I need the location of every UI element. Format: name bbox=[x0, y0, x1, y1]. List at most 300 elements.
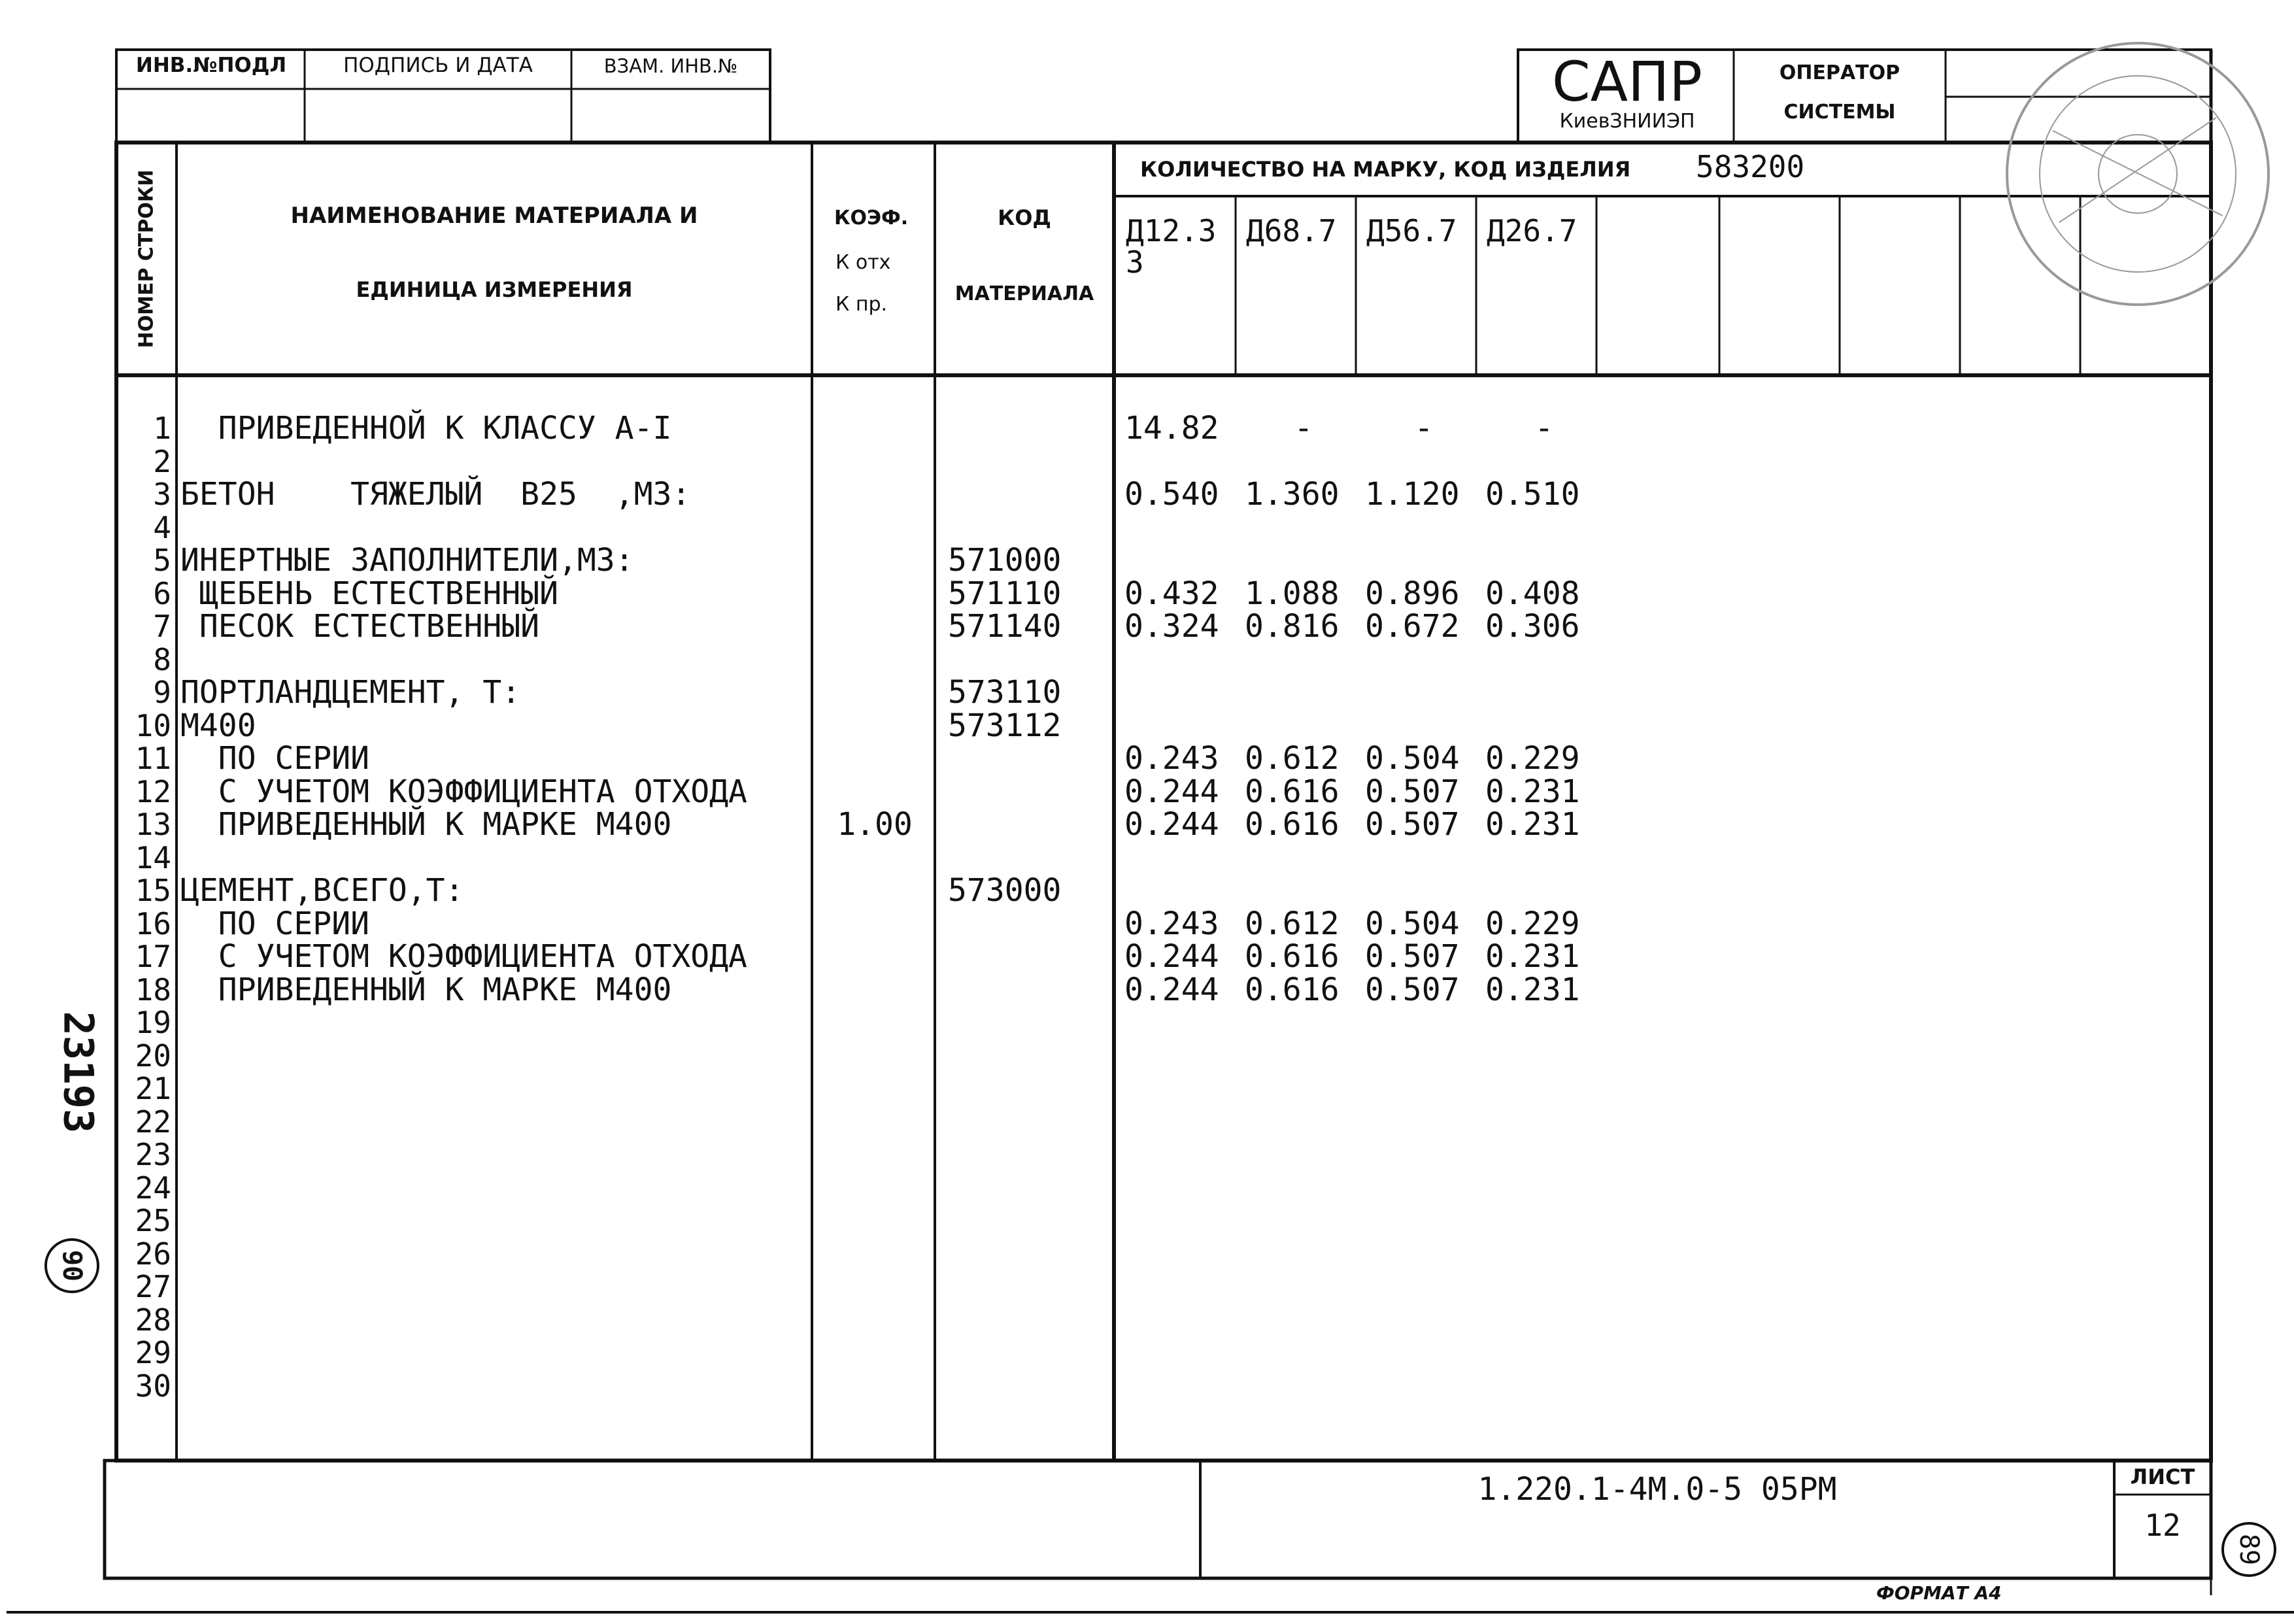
quantity-value: 0.229 bbox=[1485, 740, 1580, 777]
quantity-value bbox=[1485, 709, 1603, 743]
sapr-logo: САПР bbox=[1552, 50, 1702, 114]
material-name: ПРИВЕДЕННЫЙ К МАРКЕ М400 bbox=[180, 971, 672, 1008]
mark-1-wrap: 3 bbox=[1126, 245, 1144, 280]
coefficient bbox=[817, 1238, 932, 1271]
quantity-value: 0.507 bbox=[1365, 971, 1460, 1008]
coefficient bbox=[817, 1336, 932, 1370]
quantity-value bbox=[1485, 1072, 1603, 1106]
table-row bbox=[0, 808, 2294, 841]
quantity-value bbox=[1245, 643, 1362, 677]
quantity-value bbox=[1245, 709, 1362, 743]
material-code bbox=[948, 1106, 1105, 1139]
table-row bbox=[0, 676, 2294, 709]
inv-podl-label: ИНВ.№ПОДЛ bbox=[135, 54, 287, 77]
quantity-value bbox=[1245, 874, 1362, 907]
material-code: 571110 bbox=[948, 575, 1062, 612]
quantity-value: 0.432 bbox=[1124, 575, 1219, 612]
quantity-value bbox=[1245, 841, 1362, 875]
coefficient bbox=[817, 1138, 932, 1172]
material-name: ПО СЕРИИ bbox=[180, 740, 369, 777]
material-code bbox=[948, 973, 1105, 1007]
quantity-header: КОЛИЧЕСТВО НА МАРКУ, КОД ИЗДЕЛИЯ bbox=[1140, 157, 1631, 182]
material-code bbox=[948, 1238, 1105, 1271]
quantity-value bbox=[1485, 1270, 1603, 1304]
table-row bbox=[0, 412, 2294, 445]
quantity-value: 0.231 bbox=[1485, 773, 1580, 810]
table-row bbox=[0, 1006, 2294, 1040]
table-row bbox=[0, 973, 2294, 1007]
table-row bbox=[0, 511, 2294, 545]
quantity-value: 0.616 bbox=[1245, 938, 1340, 975]
coefficient bbox=[817, 478, 932, 511]
row-number: 20 bbox=[135, 1038, 171, 1074]
quantity-value bbox=[1365, 1238, 1483, 1271]
material-name: ПО СЕРИИ bbox=[180, 905, 369, 942]
row-number: 10 bbox=[135, 707, 171, 743]
material-code bbox=[948, 841, 1105, 875]
quantity-value bbox=[1245, 1304, 1362, 1337]
quantity-value bbox=[1365, 445, 1483, 479]
quantity-value: 0.244 bbox=[1124, 971, 1219, 1008]
row-number: 13 bbox=[135, 807, 171, 842]
quantity-value bbox=[1245, 1370, 1362, 1403]
quantity-value bbox=[1365, 511, 1483, 545]
quantity-value: 0.816 bbox=[1245, 608, 1340, 645]
coefficient bbox=[817, 577, 932, 611]
row-number: 30 bbox=[135, 1368, 171, 1404]
material-name: ПОРТЛАНДЦЕМЕНТ, Т: bbox=[180, 674, 521, 711]
quantity-value bbox=[1365, 676, 1483, 709]
row-number: 14 bbox=[135, 839, 171, 875]
quantity-value bbox=[1485, 1138, 1603, 1172]
quantity-value bbox=[1124, 1106, 1242, 1139]
operator-label-line1: ОПЕРАТОР bbox=[1779, 61, 1900, 84]
quantity-value bbox=[1365, 1270, 1483, 1304]
material-name: С УЧЕТОМ КОЭФФИЦИЕНТА ОТХОДА bbox=[180, 773, 747, 810]
material-code: 573000 bbox=[948, 872, 1062, 909]
row-number: 24 bbox=[135, 1170, 171, 1206]
material-code bbox=[948, 775, 1105, 809]
circle-number-right: 89 bbox=[2234, 1533, 2264, 1566]
material-name bbox=[180, 841, 808, 875]
quantity-value: 0.672 bbox=[1365, 608, 1460, 645]
row-number: 5 bbox=[153, 543, 171, 578]
quantity-value: 1.120 bbox=[1365, 476, 1460, 513]
quantity-value bbox=[1245, 1138, 1362, 1172]
coefficient bbox=[817, 676, 932, 709]
coefficient bbox=[817, 511, 932, 545]
material-name bbox=[180, 1204, 808, 1238]
material-name bbox=[180, 1238, 808, 1271]
material-code bbox=[948, 1040, 1105, 1073]
coefficient bbox=[817, 445, 932, 479]
quantity-value bbox=[1124, 1204, 1242, 1238]
quantity-value bbox=[1124, 841, 1242, 875]
coef-header-line3: К пр. bbox=[835, 293, 888, 316]
quantity-value bbox=[1124, 1270, 1242, 1304]
material-name bbox=[180, 1336, 808, 1370]
material-name: ПЕСОК ЕСТЕСТВЕННЫЙ bbox=[180, 608, 540, 645]
quantity-value bbox=[1124, 1304, 1242, 1337]
material-name: М400 bbox=[180, 707, 256, 744]
quantity-value bbox=[1245, 1072, 1362, 1106]
quantity-value: 0.616 bbox=[1245, 773, 1340, 810]
quantity-value bbox=[1124, 1040, 1242, 1073]
material-name: ИНЕРТНЫЕ ЗАПОЛНИТЕЛИ,М3: bbox=[180, 542, 634, 579]
row-number: 11 bbox=[135, 741, 171, 776]
code-header-line1: КОД bbox=[998, 205, 1051, 230]
coefficient bbox=[817, 907, 932, 941]
quantity-value bbox=[1124, 643, 1242, 677]
row-number: 25 bbox=[135, 1203, 171, 1238]
coefficient bbox=[817, 775, 932, 809]
table-row bbox=[0, 1204, 2294, 1238]
quantity-value: 0.408 bbox=[1485, 575, 1580, 612]
quantity-value: - bbox=[1294, 410, 1313, 447]
table-row bbox=[0, 940, 2294, 973]
quantity-value bbox=[1485, 1370, 1603, 1403]
table-row bbox=[0, 1336, 2294, 1370]
quantity-value: 0.231 bbox=[1485, 938, 1580, 975]
quantity-value bbox=[1485, 445, 1603, 479]
table-row bbox=[0, 1040, 2294, 1073]
quantity-value bbox=[1124, 1336, 1242, 1370]
quantity-value: 14.82 bbox=[1124, 410, 1219, 447]
quantity-value bbox=[1124, 544, 1242, 577]
quantity-value bbox=[1365, 1006, 1483, 1040]
material-name bbox=[180, 1370, 808, 1403]
row-number: 4 bbox=[153, 509, 171, 545]
material-code bbox=[948, 808, 1105, 841]
organization-name: КиевЗНИИЭП bbox=[1559, 110, 1695, 133]
material-name: С УЧЕТОМ КОЭФФИЦИЕНТА ОТХОДА bbox=[180, 938, 747, 975]
quantity-value bbox=[1365, 874, 1483, 907]
coefficient bbox=[817, 874, 932, 907]
table-row bbox=[0, 1238, 2294, 1271]
table-row bbox=[0, 709, 2294, 743]
quantity-value bbox=[1245, 1204, 1362, 1238]
table-row bbox=[0, 775, 2294, 809]
table-row bbox=[0, 478, 2294, 511]
quantity-value bbox=[1245, 1270, 1362, 1304]
material-name: ПРИВЕДЕННЫЙ К МАРКЕ М400 bbox=[180, 806, 672, 843]
material-code bbox=[948, 907, 1105, 941]
material-name: БЕТОН ТЯЖЕЛЫЙ В25 ,М3: bbox=[180, 476, 691, 513]
material-code bbox=[948, 1304, 1105, 1337]
quantity-value: 0.229 bbox=[1485, 905, 1580, 942]
coefficient bbox=[817, 412, 932, 445]
material-code bbox=[948, 478, 1105, 511]
quantity-value bbox=[1245, 511, 1362, 545]
material-name: ЩЕБЕНЬ ЕСТЕСТВЕННЫЙ bbox=[180, 575, 558, 612]
quantity-value bbox=[1124, 1006, 1242, 1040]
table-row bbox=[0, 1270, 2294, 1304]
quantity-value bbox=[1485, 643, 1603, 677]
quantity-value bbox=[1124, 709, 1242, 743]
table-row bbox=[0, 742, 2294, 775]
coefficient bbox=[817, 940, 932, 973]
row-number: 19 bbox=[135, 1005, 171, 1040]
quantity-value bbox=[1245, 1106, 1362, 1139]
quantity-value: 0.231 bbox=[1485, 971, 1580, 1008]
material-name bbox=[180, 1304, 808, 1337]
coefficient bbox=[817, 742, 932, 775]
row-number: 22 bbox=[135, 1104, 171, 1140]
quantity-value bbox=[1245, 1238, 1362, 1271]
quantity-value: 0.540 bbox=[1124, 476, 1219, 513]
vzam-inv-label: ВЗАМ. ИНВ.№ bbox=[603, 55, 738, 77]
table-row bbox=[0, 1370, 2294, 1403]
mark-1: Д12.3 bbox=[1126, 213, 1217, 248]
row-number: 21 bbox=[135, 1071, 171, 1106]
quantity-value bbox=[1365, 1204, 1483, 1238]
material-code: 573110 bbox=[948, 674, 1062, 711]
material-code bbox=[948, 1138, 1105, 1172]
quantity-value: 1.088 bbox=[1245, 575, 1340, 612]
quantity-value bbox=[1124, 1370, 1242, 1403]
material-code: 571000 bbox=[948, 542, 1062, 579]
quantity-value bbox=[1485, 841, 1603, 875]
sheet-number: 12 bbox=[2144, 1508, 2181, 1543]
material-code bbox=[948, 1336, 1105, 1370]
quantity-value bbox=[1124, 511, 1242, 545]
material-name bbox=[180, 445, 808, 479]
material-code bbox=[948, 1006, 1105, 1040]
quantity-value: 0.616 bbox=[1245, 806, 1340, 843]
quantity-value bbox=[1245, 1040, 1362, 1073]
quantity-value: 0.616 bbox=[1245, 971, 1340, 1008]
quantity-value bbox=[1485, 676, 1603, 709]
quantity-value: - bbox=[1414, 410, 1434, 447]
document-code: 1.220.1-4М.0-5 05РМ bbox=[1477, 1471, 1837, 1508]
quantity-value bbox=[1365, 841, 1483, 875]
quantity-value bbox=[1124, 1238, 1242, 1271]
quantity-value: 0.507 bbox=[1365, 938, 1460, 975]
quantity-value: 0.306 bbox=[1485, 608, 1580, 645]
quantity-value: - bbox=[1534, 410, 1554, 447]
material-name bbox=[180, 643, 808, 677]
coefficient bbox=[817, 1270, 932, 1304]
material-code bbox=[948, 1270, 1105, 1304]
row-number: 18 bbox=[135, 972, 171, 1007]
code-header-line2: МАТЕРИАЛА bbox=[954, 282, 1094, 305]
coefficient bbox=[817, 1106, 932, 1139]
material-name bbox=[180, 1270, 808, 1304]
quantity-value: 0.324 bbox=[1124, 608, 1219, 645]
coefficient bbox=[817, 1040, 932, 1073]
quantity-value bbox=[1365, 1336, 1483, 1370]
row-number: 17 bbox=[135, 939, 171, 974]
mark-4: Д26.7 bbox=[1487, 213, 1577, 248]
material-name bbox=[180, 1040, 808, 1073]
quantity-value bbox=[1485, 1040, 1603, 1073]
material-code bbox=[948, 1072, 1105, 1106]
row-number-header: НОМЕР СТРОКИ bbox=[135, 169, 158, 348]
table-row bbox=[0, 643, 2294, 677]
quantity-value bbox=[1365, 1106, 1483, 1139]
circle-number-left: 90 bbox=[57, 1249, 87, 1282]
material-code bbox=[948, 1172, 1105, 1205]
quantity-value bbox=[1485, 1336, 1603, 1370]
quantity-value: 0.504 bbox=[1365, 740, 1460, 777]
row-number: 8 bbox=[153, 641, 171, 677]
quantity-value: 0.231 bbox=[1485, 806, 1580, 843]
table-row bbox=[0, 874, 2294, 907]
material-code bbox=[948, 1370, 1105, 1403]
coefficient bbox=[817, 1172, 932, 1205]
quantity-value bbox=[1365, 1138, 1483, 1172]
coefficient bbox=[817, 1370, 932, 1403]
coefficient bbox=[817, 841, 932, 875]
material-code: 571140 bbox=[948, 608, 1062, 645]
row-number: 29 bbox=[135, 1335, 171, 1370]
quantity-value bbox=[1124, 1072, 1242, 1106]
table-row bbox=[0, 907, 2294, 941]
quantity-value bbox=[1365, 1072, 1483, 1106]
material-code: 573112 bbox=[948, 707, 1062, 744]
quantity-value bbox=[1485, 1106, 1603, 1139]
table-row bbox=[0, 1304, 2294, 1337]
coefficient: 1.00 bbox=[837, 806, 913, 843]
quantity-value bbox=[1365, 709, 1483, 743]
product-code: 583200 bbox=[1696, 149, 1805, 184]
material-name bbox=[180, 1138, 808, 1172]
quantity-value: 0.504 bbox=[1365, 905, 1460, 942]
table-row bbox=[0, 1072, 2294, 1106]
row-number: 9 bbox=[153, 675, 171, 710]
material-name bbox=[180, 1172, 808, 1205]
row-number: 6 bbox=[153, 575, 171, 611]
quantity-value bbox=[1245, 676, 1362, 709]
quantity-value bbox=[1485, 874, 1603, 907]
material-code bbox=[948, 643, 1105, 677]
quantity-value bbox=[1485, 1238, 1603, 1271]
row-number: 28 bbox=[135, 1302, 171, 1338]
coef-header-line1: КОЭФ. bbox=[834, 207, 909, 229]
material-name bbox=[180, 1072, 808, 1106]
mark-2: Д68.7 bbox=[1246, 213, 1337, 248]
quantity-value bbox=[1124, 1172, 1242, 1205]
coefficient bbox=[817, 1204, 932, 1238]
quantity-value bbox=[1245, 1172, 1362, 1205]
quantity-value bbox=[1365, 643, 1483, 677]
material-code bbox=[948, 511, 1105, 545]
signature-date-label: ПОДПИСЬ И ДАТА bbox=[343, 54, 533, 77]
table-row bbox=[0, 1106, 2294, 1139]
row-number: 23 bbox=[135, 1137, 171, 1172]
material-code bbox=[948, 1204, 1105, 1238]
quantity-value bbox=[1245, 445, 1362, 479]
quantity-value: 0.510 bbox=[1485, 476, 1580, 513]
quantity-value bbox=[1124, 445, 1242, 479]
row-number: 27 bbox=[135, 1269, 171, 1304]
quantity-value: 0.507 bbox=[1365, 806, 1460, 843]
quantity-value bbox=[1485, 511, 1603, 545]
quantity-value bbox=[1485, 1304, 1603, 1337]
quantity-value bbox=[1365, 1172, 1483, 1205]
table-row bbox=[0, 1172, 2294, 1205]
quantity-value bbox=[1365, 1304, 1483, 1337]
sheet-label: ЛИСТ bbox=[2130, 1464, 2195, 1489]
coef-header-line2: К отх bbox=[835, 251, 891, 274]
quantity-value bbox=[1245, 1336, 1362, 1370]
format-label: ФОРМАТ А4 bbox=[1876, 1582, 2002, 1604]
quantity-value: 0.244 bbox=[1124, 806, 1219, 843]
quantity-value: 0.507 bbox=[1365, 773, 1460, 810]
row-number: 1 bbox=[153, 411, 171, 446]
table-row bbox=[0, 841, 2294, 875]
table-row bbox=[0, 544, 2294, 577]
table-row bbox=[0, 445, 2294, 479]
operator-label-line2: СИСТЕМЫ bbox=[1783, 101, 1896, 124]
coefficient bbox=[817, 1304, 932, 1337]
quantity-value bbox=[1124, 874, 1242, 907]
archive-number: 23193 bbox=[54, 1011, 103, 1134]
material-code bbox=[948, 940, 1105, 973]
row-number: 12 bbox=[135, 773, 171, 809]
material-name: ПРИВЕДЕННОЙ К КЛАССУ А-I bbox=[180, 410, 672, 447]
material-name bbox=[180, 1106, 808, 1139]
quantity-value bbox=[1485, 1204, 1603, 1238]
table-row bbox=[0, 1138, 2294, 1172]
quantity-value: 0.244 bbox=[1124, 938, 1219, 975]
table-row bbox=[0, 577, 2294, 611]
table-row bbox=[0, 610, 2294, 643]
row-number: 15 bbox=[135, 873, 171, 908]
material-code bbox=[948, 412, 1105, 445]
quantity-value bbox=[1485, 1172, 1603, 1205]
row-number: 3 bbox=[153, 477, 171, 512]
coefficient bbox=[817, 1006, 932, 1040]
coefficient bbox=[817, 610, 932, 643]
quantity-value: 0.244 bbox=[1124, 773, 1219, 810]
material-name bbox=[180, 511, 808, 545]
material-name bbox=[180, 1006, 808, 1040]
quantity-value: 0.612 bbox=[1245, 740, 1340, 777]
row-number: 26 bbox=[135, 1236, 171, 1272]
coefficient bbox=[817, 1072, 932, 1106]
quantity-value bbox=[1485, 544, 1603, 577]
stamp-seal-icon bbox=[2007, 43, 2269, 305]
quantity-value bbox=[1245, 544, 1362, 577]
quantity-value bbox=[1245, 1006, 1362, 1040]
material-code bbox=[948, 445, 1105, 479]
quantity-value: 0.612 bbox=[1245, 905, 1340, 942]
quantity-value: 0.896 bbox=[1365, 575, 1460, 612]
row-number: 2 bbox=[153, 443, 171, 479]
row-number: 16 bbox=[135, 905, 171, 941]
coefficient bbox=[817, 544, 932, 577]
quantity-value bbox=[1365, 1370, 1483, 1403]
quantity-value bbox=[1365, 1040, 1483, 1073]
row-number: 7 bbox=[153, 609, 171, 644]
quantity-value bbox=[1124, 1138, 1242, 1172]
quantity-value bbox=[1124, 676, 1242, 709]
coefficient bbox=[817, 973, 932, 1007]
coefficient bbox=[817, 709, 932, 743]
quantity-value: 1.360 bbox=[1245, 476, 1340, 513]
material-header-line2: ЕДИНИЦА ИЗМЕРЕНИЯ bbox=[356, 277, 633, 302]
coefficient bbox=[817, 643, 932, 677]
material-code bbox=[948, 742, 1105, 775]
material-header-line1: НАИМЕНОВАНИЕ МАТЕРИАЛА И bbox=[290, 203, 698, 229]
quantity-value: 0.243 bbox=[1124, 905, 1219, 942]
material-name: ЦЕМЕНТ,ВСЕГО,Т: bbox=[180, 872, 464, 909]
quantity-value: 0.243 bbox=[1124, 740, 1219, 777]
mark-3: Д56.7 bbox=[1366, 213, 1457, 248]
quantity-value bbox=[1485, 1006, 1603, 1040]
quantity-value bbox=[1365, 544, 1483, 577]
